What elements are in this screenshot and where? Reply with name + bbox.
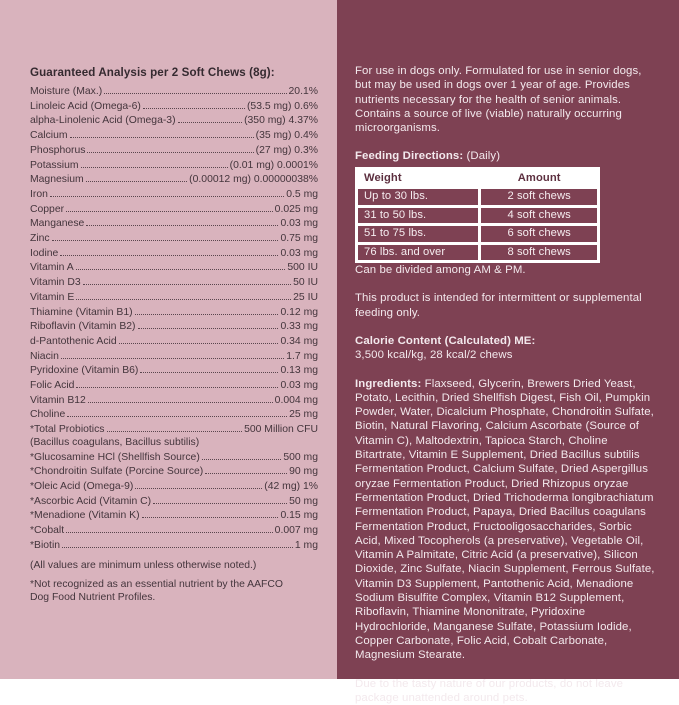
analysis-row (30, 349, 318, 364)
nutrient-value: 20.1% (289, 86, 318, 99)
nutrient-value: 0.75 mg (280, 233, 318, 246)
nutrient-label: Niacin (30, 351, 59, 364)
analysis-row (30, 378, 318, 393)
nutrient-value: 0.13 mg (280, 365, 318, 378)
feeding-directions-label: Feeding Directions: (355, 150, 463, 162)
feeding-table-body (358, 189, 597, 260)
analysis-row (30, 84, 318, 99)
analysis-row (30, 464, 318, 479)
nutrient-label: Thiamine (Vitamin B1) (30, 307, 133, 320)
warning-paragraph: Due to the tasty nature of our products, do not leave package unattended around pets. (355, 677, 659, 705)
dotted-leader (66, 523, 273, 533)
analysis-row (30, 260, 318, 275)
nutrient-value: (42 mg) 1% (264, 481, 318, 494)
nutrient-label: Potassium (30, 160, 79, 173)
nutrient-value: (35 mg) 0.4% (256, 130, 318, 143)
nutrient-value: 500 mg (283, 452, 318, 465)
analysis-row (30, 216, 318, 231)
analysis-row (30, 290, 318, 305)
nutrient-label: *Menadione (Vitamin K) (30, 510, 140, 523)
nutrient-label: Copper (30, 204, 64, 217)
calorie-content (355, 334, 659, 363)
dotted-leader (81, 158, 228, 168)
calorie-content-value: 3,500 kcal/kg, 28 kcal/2 chews (355, 349, 513, 361)
analysis-row (30, 113, 318, 128)
table-row (358, 189, 597, 205)
nutrient-value: 90 mg (289, 466, 318, 479)
analysis-row (30, 246, 318, 261)
analysis-row (30, 143, 318, 158)
nutrient-label: *Biotin (30, 540, 60, 553)
nutrient-value: 500 Million CFU (244, 424, 318, 437)
dotted-leader (135, 305, 279, 315)
amount-cell: 2 soft chews (481, 189, 597, 205)
column-header: Weight (358, 170, 478, 186)
dotted-leader (76, 378, 278, 388)
nutrient-value: 500 IU (287, 262, 318, 275)
analysis-row (30, 158, 318, 173)
dotted-leader (86, 216, 278, 226)
dotted-leader (140, 363, 278, 373)
dotted-leader (153, 494, 287, 504)
nutrient-value: 0.03 mg (280, 218, 318, 231)
analysis-row (30, 523, 318, 538)
dotted-leader (205, 464, 287, 474)
weight-cell: Up to 30 lbs. (358, 189, 478, 205)
weight-cell: 51 to 75 lbs. (358, 226, 478, 242)
nutrient-label: *Oleic Acid (Omega-9) (30, 481, 133, 494)
calorie-content-heading: Calorie Content (Calculated) ME: (355, 335, 535, 347)
nutrient-value: 0.34 mg (280, 336, 318, 349)
ingredients-label: Ingredients: (355, 378, 421, 390)
dotted-leader (143, 99, 245, 109)
analysis-row (30, 305, 318, 320)
nutrient-label: Vitamin D3 (30, 277, 81, 290)
nutrient-value: 0.004 mg (275, 395, 318, 408)
info-panel (337, 0, 679, 679)
dotted-leader (135, 479, 262, 489)
analysis-row (30, 479, 318, 494)
nutrient-label: Linoleic Acid (Omega-6) (30, 101, 141, 114)
dotted-leader (104, 84, 286, 94)
feeding-table (355, 167, 600, 263)
weight-cell: 76 lbs. and over (358, 245, 478, 261)
nutrient-label: Vitamin A (30, 262, 74, 275)
dotted-leader (202, 450, 282, 460)
analysis-row (30, 508, 318, 523)
table-row (358, 208, 597, 224)
nutrient-value: 0.03 mg (280, 248, 318, 261)
nutrient-value: 0.03 mg (280, 380, 318, 393)
feeding-table-head-row (358, 170, 597, 186)
nutrient-value: (0.01 mg) 0.0001% (230, 160, 318, 173)
amount-cell: 4 soft chews (481, 208, 597, 224)
analysis-row (30, 275, 318, 290)
nutrient-value: 25 IU (293, 292, 318, 305)
nutrient-label: *Total Probiotics (30, 424, 105, 437)
aafco-footnote: *Not recognized as an essential nutrient by the AAFCO Dog Food Nutrient Profiles. (30, 579, 300, 604)
nutrient-label: d-Pantothenic Acid (30, 336, 117, 349)
column-header: Amount (481, 170, 597, 186)
nutrient-value: 0.15 mg (280, 510, 318, 523)
nutrient-label: Manganese (30, 218, 84, 231)
nutrient-value: (0.00012 mg) 0.00000038% (189, 174, 318, 187)
amount-cell: 8 soft chews (481, 245, 597, 261)
nutrient-value: 0.12 mg (280, 307, 318, 320)
dotted-leader (83, 275, 292, 285)
nutrient-value: 50 mg (289, 496, 318, 509)
feeding-directions-daily: (Daily) (463, 150, 500, 162)
nutrient-label: alpha-Linolenic Acid (Omega-3) (30, 115, 176, 128)
nutrient-value: (53.5 mg) 0.6% (247, 101, 318, 114)
dotted-leader (178, 113, 243, 123)
nutrient-value: 25 mg (289, 409, 318, 422)
nutrient-value: 1.7 mg (286, 351, 318, 364)
nutrient-value: (27 mg) 0.3% (256, 145, 318, 158)
nutrient-label: *Ascorbic Acid (Vitamin C) (30, 496, 151, 509)
feeding-note: Can be divided among AM & PM. (355, 263, 659, 277)
nutrient-label: Moisture (Max.) (30, 86, 102, 99)
analysis-row (30, 494, 318, 509)
nutrient-label: Phosphorus (30, 145, 85, 158)
nutrient-label: Iron (30, 189, 48, 202)
dotted-leader (66, 202, 273, 212)
analysis-row (30, 450, 318, 465)
nutrient-value: (350 mg) 4.37% (244, 115, 318, 128)
nutrient-label: Riboflavin (Vitamin B2) (30, 321, 136, 334)
table-row (358, 226, 597, 242)
analysis-row (30, 334, 318, 349)
nutrient-value: 0.007 mg (275, 525, 318, 538)
nutrient-label: Calcium (30, 130, 68, 143)
analysis-row (30, 202, 318, 217)
nutrient-label: Vitamin E (30, 292, 74, 305)
analysis-row (30, 231, 318, 246)
usage-paragraph: For use in dogs only. Formulated for use in senior dogs, but may be used in dogs over 1 year of age. Provides nutrients necessary for the health of senior animals. Contains a source of live (viable) naturally occurring microorganisms. (355, 64, 659, 135)
dotted-leader (86, 172, 187, 182)
guaranteed-analysis-panel (0, 0, 337, 679)
dotted-leader (142, 508, 279, 518)
dotted-leader (138, 319, 279, 329)
dotted-leader (107, 422, 243, 432)
dotted-leader (61, 349, 284, 359)
analysis-row (30, 538, 318, 553)
dotted-leader (50, 187, 284, 197)
dotted-leader (88, 393, 273, 403)
table-row (358, 245, 597, 261)
nutrient-value: 0.5 mg (286, 189, 318, 202)
dotted-leader (52, 231, 279, 241)
analysis-row (30, 128, 318, 143)
nutrient-label: Vitamin B12 (30, 395, 86, 408)
nutrient-label: Folic Acid (30, 380, 74, 393)
nutrient-label: Choline (30, 409, 65, 422)
analysis-row (30, 363, 318, 378)
nutrient-label: *Cobalt (30, 525, 64, 538)
minimum-values-note: (All values are minimum unless otherwise noted.) (30, 560, 318, 573)
analysis-row (30, 99, 318, 114)
dotted-leader (76, 260, 286, 270)
guaranteed-analysis-title: Guaranteed Analysis per 2 Soft Chews (8g): (30, 66, 318, 79)
dotted-leader (76, 290, 291, 300)
nutrient-label: Iodine (30, 248, 58, 261)
nutrient-label: *Chondroitin Sulfate (Porcine Source) (30, 466, 203, 479)
dotted-leader (87, 143, 253, 153)
nutrient-value: 1 mg (295, 540, 318, 553)
nutrient-label: *Glucosamine HCl (Shellfish Source) (30, 452, 200, 465)
dotted-leader (119, 334, 279, 344)
ingredients-list: Flaxseed, Glycerin, Brewers Dried Yeast, Potato, Lecithin, Dried Shellfish Digest, Fish Oil, Pumpkin Powder, Water, Dicalcium Phosphate, Chondroitin Sulfate, Biotin, Natural Flavoring, Calcium Ascorbate (Source of Vitamin C), Maltodextrin, Tapioca Starch, Choline Bitartrate, Vitamin E Supplement, Dried Bacillus subtilis Fermentation Product, Calcium Sulfate, Dried Aspergillus oryzae Fermentation Product, Dried Rhizopus oryzae Fermentation Product, Dried Trichoderma longibrachiatum Fermentation Product, Papaya, Dried Bacillus coagulans Fermentation Product, Fructooligosaccharides, Sorbic Acid, Mixed Tocopherols (a preservative), Vegetable Oil, Vitamin A Palmitate, Citric Acid (a preservative), Silicon Dioxide, Zinc Sulfate, Niacin Supplement, Ferrous Sulfate, Vitamin D3 Supplement, Pantothenic Acid, Menadione Sodium Bisulfite Complex, Vitamin B12 Supplement, Riboflavin, Thiamine Mononitrate, Pyridoxine Hydrochloride, Manganese Sulfate, Potassium Iodide, Copper Carbonate, Folic Acid, Cobalt Carbonate, Magnesium Stearate. (355, 378, 655, 662)
amount-cell: 6 soft chews (481, 226, 597, 242)
analysis-row (30, 187, 318, 202)
nutrient-label: Pyridoxine (Vitamin B6) (30, 365, 138, 378)
analysis-row (30, 172, 318, 187)
nutrient-value: 50 IU (293, 277, 318, 290)
analysis-row: (Bacillus coagulans, Bacillus subtilis) (30, 437, 318, 450)
ingredients-paragraph (355, 377, 659, 663)
analysis-rows (30, 84, 318, 553)
analysis-row (30, 319, 318, 334)
weight-cell: 31 to 50 lbs. (358, 208, 478, 224)
dotted-leader (62, 538, 293, 548)
nutrient-value: 0.025 mg (275, 204, 318, 217)
dotted-leader (60, 246, 278, 256)
intermittent-feeding-paragraph: This product is intended for intermittent or supplemental feeding only. (355, 291, 659, 320)
nutrient-label: Zinc (30, 233, 50, 246)
nutrient-label: Magnesium (30, 174, 84, 187)
analysis-row (30, 422, 318, 437)
dotted-leader (67, 407, 287, 417)
nutrient-value: 0.33 mg (280, 321, 318, 334)
feeding-directions-heading (355, 149, 659, 163)
analysis-row (30, 393, 318, 408)
analysis-row (30, 407, 318, 422)
dotted-leader (70, 128, 254, 138)
